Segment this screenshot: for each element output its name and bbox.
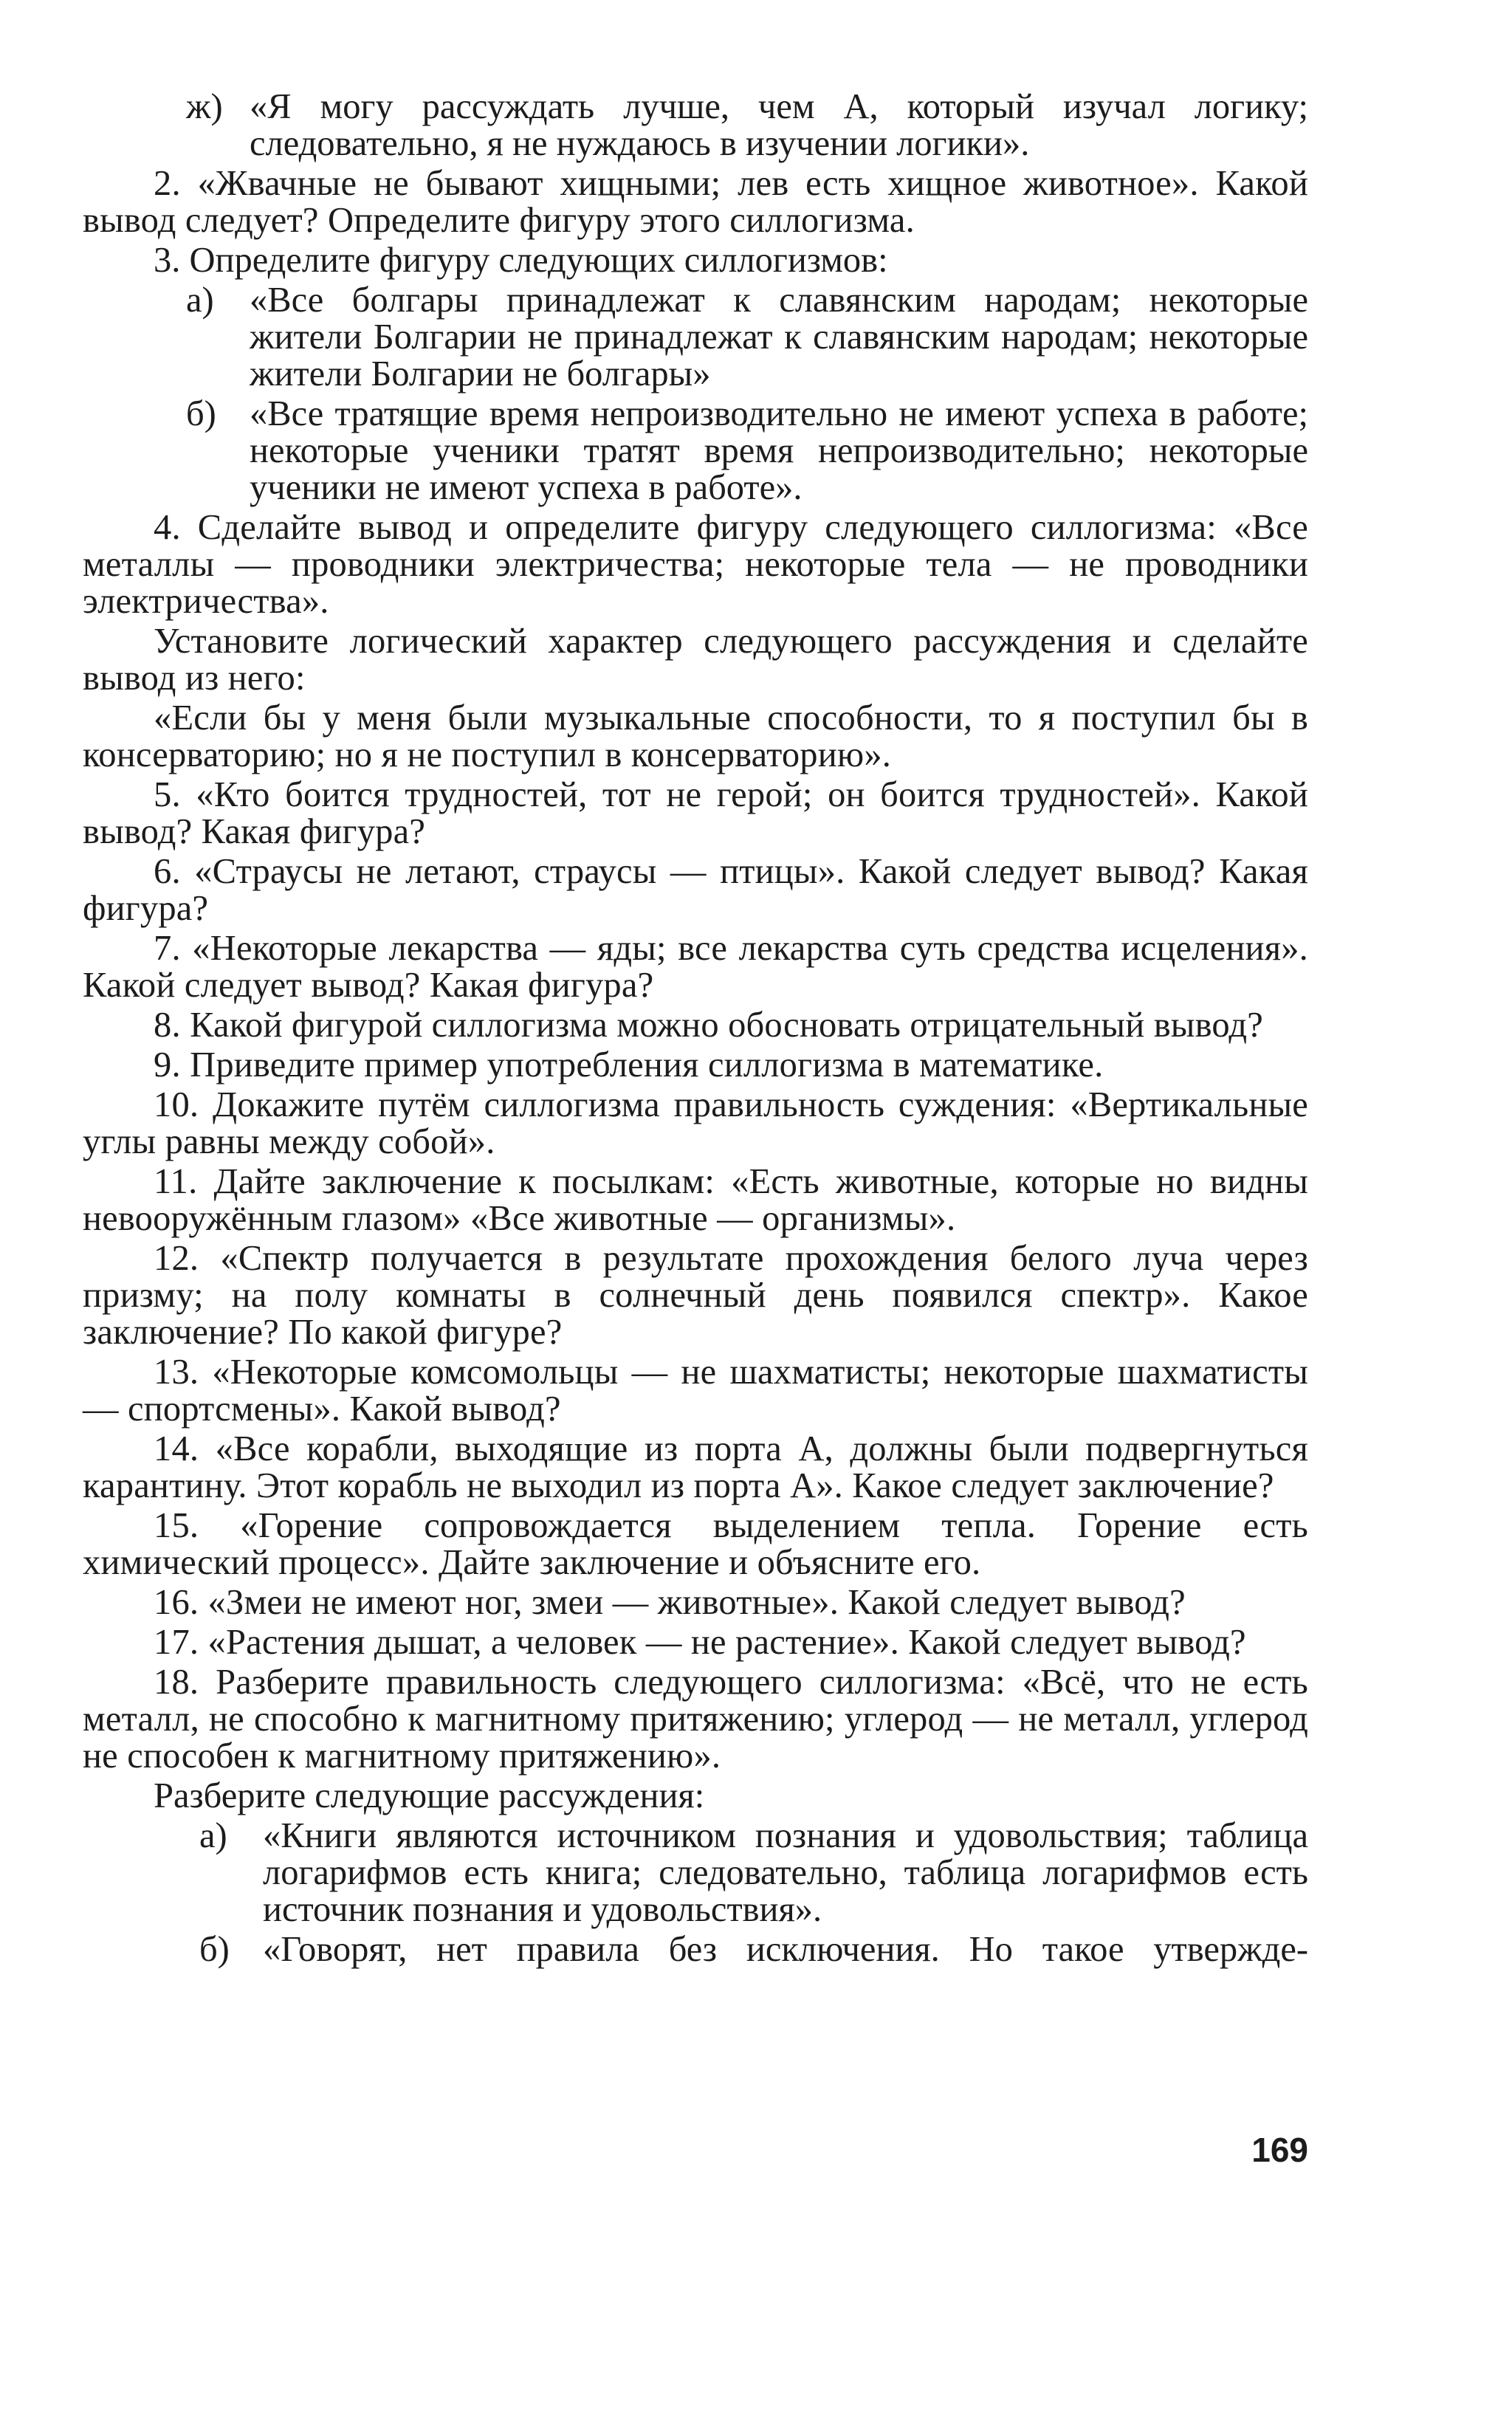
page-number: 169 [1251,2131,1308,2169]
exercise-paragraph: 9. Приведите пример употребления силлогизма в математике. [154,1045,1104,1085]
exercise-paragraph: 17. «Растения дышат, а человек — не растение». Какой следует вывод? [154,1623,1246,1662]
section-intro: Разберите следующие рассуждения: [154,1776,705,1815]
exercise-paragraph: 2. «Жвачные не бывают хищными; лев есть хищное животное». Какой вывод следует? Определите фигуру этого силлогизма. [83,164,1308,240]
exercise-paragraph: 12. «Спектр получается в результате прохождения белого луча через призму; на полу комнаты в солнечный день появился спектр». Какое заключение? По какой фигуре? [83,1239,1308,1352]
exercise-paragraph: 4. Сделайте вывод и определите фигуру следующего силлогизма: «Все металлы — проводники электричества; некоторые тела — не проводники электричества». [83,508,1308,621]
sub-item [83,89,1308,162]
sub-item [83,282,1308,393]
exercise-paragraph: 14. «Все корабли, выходящие из порта А, должны были подвергнуться карантину. Этот корабль не выходил из порта А». Какое следует заключение? [83,1429,1308,1505]
exercise-paragraph: 16. «Змеи не имеют ног, змеи — животные». Какой следует вывод? [154,1583,1186,1622]
sub-item-marker: а) [186,281,214,320]
section-intro: 3. Определите фигуру следующих силлогизмов: [154,241,888,280]
sub-item-marker: ж) [186,87,223,126]
sub-item-text: «Говорят, нет правила без исключения. Но такое утвержде- [263,1930,1308,1969]
exercise-paragraph: 6. «Страусы не летают, страусы — птицы». Какой следует вывод? Какая фигура? [83,852,1308,928]
sub-item-marker: а) [199,1816,227,1855]
exercise-paragraph: 15. «Горение сопровождается выделением тепла. Горение есть химический процесс». Дайте заключение и объясните его. [83,1506,1308,1582]
sub-item-text: «Книги являются источником познания и удовольствия; таблица логарифмов есть книга; следовательно, таблица логарифмов есть источник познания и удовольствия». [263,1816,1308,1929]
exercise-paragraph: 5. «Кто боится трудностей, тот не герой; он боится трудностей». Какой вывод? Какая фигура? [83,775,1308,851]
sub-item-text: «Все тратящие время непроизводительно не имеют успеха в работе; некоторые ученики тратят время непроизводительно; некоторые ученики не имеют успеха в работе». [250,394,1308,507]
sub-item-marker: б) [199,1930,230,1969]
sub-item-text: «Я могу рассуждать лучше, чем А, который изучал логику; следовательно, я не нуждаюсь в изучении логики». [250,87,1308,163]
sub-item-marker: б) [186,394,216,433]
page-text [83,89,1308,1971]
sub-item [83,1931,1308,1968]
sub-item [83,1818,1308,1928]
exercise-paragraph: 7. «Некоторые лекарства — яды; все лекарства суть средства исцеления». Какой следует вывод? Какая фигура? [83,929,1308,1005]
sub-item-text: «Все болгары принадлежат к славянским народам; некоторые жители Болгарии не принадлежат к славянским народам; некоторые жители Болгарии не болгары» [250,281,1308,394]
exercise-paragraph: «Если бы у меня были музыкальные способности, то я поступил бы в консерваторию; но я не поступил в консерваторию». [83,698,1308,774]
exercise-paragraph: 10. Докажите путём силлогизма правильность суждения: «Вертикальные углы равны между собой». [83,1085,1308,1161]
exercise-paragraph: 11. Дайте заключение к посылкам: «Есть животные, которые но видны невооружённым глазом» «Все животные — организмы». [83,1162,1308,1238]
exercise-paragraph: 8. Какой фигурой силлогизма можно обосновать отрицательный вывод? [154,1006,1264,1045]
exercise-paragraph: 18. Разберите правильность следующего силлогизма: «Всё, что не есть металл, не способно к магнитному притяжению; углерод — не металл, углерод не способен к магнитному притяжению». [83,1663,1308,1776]
exercise-paragraph: Установите логический характер следующего рассуждения и сделайте вывод из него: [83,622,1308,698]
exercise-paragraph: 13. «Некоторые комсомольцы — не шахматисты; некоторые шахматисты — спортсмены». Какой вывод? [83,1353,1308,1429]
sub-item [83,396,1308,506]
